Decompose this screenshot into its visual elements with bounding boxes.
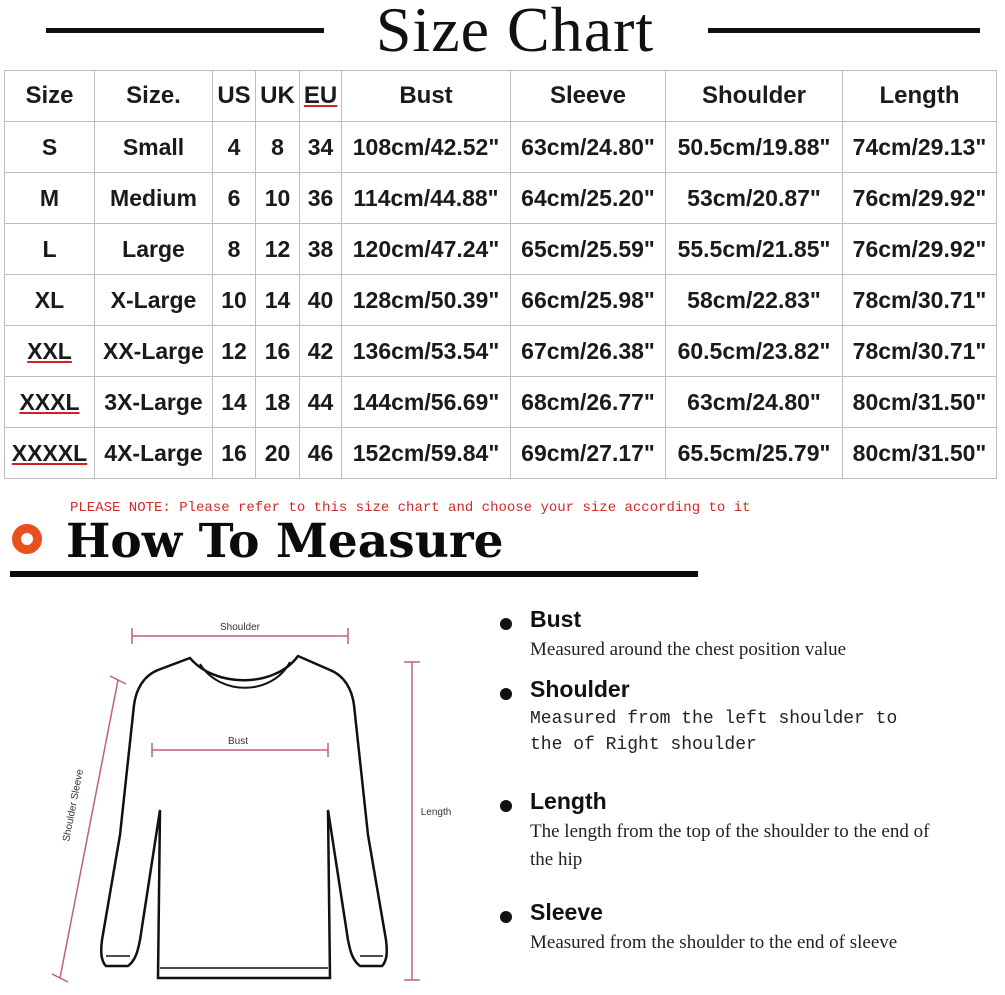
- table-row: [5, 173, 997, 224]
- header-cell: Size: [5, 71, 95, 122]
- table-cell: 67cm/26.38": [511, 326, 666, 377]
- table-cell: 40: [300, 275, 342, 326]
- table-cell: 65cm/25.59": [511, 224, 666, 275]
- table-cell: Medium: [95, 173, 213, 224]
- size-chart-header: [0, 0, 1005, 66]
- table-cell: 10: [256, 173, 300, 224]
- table-cell: 114cm/44.88": [342, 173, 511, 224]
- header-cell: EU: [300, 71, 342, 122]
- table-cell: 34: [300, 122, 342, 173]
- please-note: PLEASE NOTE: Please refer to this size chart and choose your size according to it: [70, 500, 751, 516]
- table-cell: 14: [213, 377, 256, 428]
- size-code-cell: XXXL: [5, 377, 95, 428]
- table-row: [5, 122, 997, 173]
- table-row: [5, 326, 997, 377]
- table-row: [5, 428, 997, 479]
- table-cell: 42: [300, 326, 342, 377]
- table-cell: 76cm/29.92": [843, 224, 997, 275]
- table-cell: 18: [256, 377, 300, 428]
- table-header-row: [5, 71, 997, 122]
- table-row: [5, 275, 997, 326]
- table-cell: 12: [256, 224, 300, 275]
- header-cell: Shoulder: [666, 71, 843, 122]
- diagram-label-bust: Bust: [227, 736, 249, 747]
- size-code-cell: M: [5, 173, 95, 224]
- table-cell: 128cm/50.39": [342, 275, 511, 326]
- table-cell: 3X-Large: [95, 377, 213, 428]
- table-cell: 14: [256, 275, 300, 326]
- size-code-cell: L: [5, 224, 95, 275]
- size-table: [4, 70, 997, 479]
- header-cell: UK: [256, 71, 300, 122]
- table-cell: 78cm/30.71": [843, 326, 997, 377]
- table-cell: 64cm/25.20": [511, 173, 666, 224]
- table-cell: Small: [95, 122, 213, 173]
- table-cell: 20: [256, 428, 300, 479]
- table-cell: 6: [213, 173, 256, 224]
- size-code-cell: XXXXL: [5, 428, 95, 479]
- table-cell: 8: [213, 224, 256, 275]
- header-cell: US: [213, 71, 256, 122]
- table-cell: 63cm/24.80": [511, 122, 666, 173]
- table-row: [5, 224, 997, 275]
- table-cell: 4: [213, 122, 256, 173]
- table-cell: 12: [213, 326, 256, 377]
- table-cell: 36: [300, 173, 342, 224]
- measure-desc: Measured from the shoulder to the end of sleeve: [530, 932, 898, 953]
- table-cell: 152cm/59.84": [342, 428, 511, 479]
- bullet-icon: [500, 618, 512, 630]
- table-row: [5, 377, 997, 428]
- table-cell: 65.5cm/25.79": [666, 428, 843, 479]
- diagram-label-shoulder: Shoulder: [219, 622, 261, 633]
- circle-bullet-icon: [12, 524, 42, 554]
- title-divider-left: [46, 28, 324, 33]
- table-cell: 80cm/31.50": [843, 377, 997, 428]
- measure-name: Bust: [530, 606, 582, 632]
- header-cell: Length: [843, 71, 997, 122]
- table-cell: 10: [213, 275, 256, 326]
- table-cell: 50.5cm/19.88": [666, 122, 843, 173]
- table-cell: 4X-Large: [95, 428, 213, 479]
- diagram-label-length: Length: [420, 807, 452, 818]
- size-code-cell: XL: [5, 275, 95, 326]
- measure-desc: Measured from the left shoulder to the of Right shoulder: [530, 709, 898, 755]
- bullet-icon: [500, 800, 512, 812]
- diagram-label-shoulder-sleeve: Shoulder Sleeve: [61, 768, 86, 843]
- bullet-icon: [500, 911, 512, 923]
- table-cell: 74cm/29.13": [843, 122, 997, 173]
- table-cell: 63cm/24.80": [666, 377, 843, 428]
- measure-name: Length: [530, 788, 607, 814]
- table-cell: 108cm/42.52": [342, 122, 511, 173]
- bullet-icon: [500, 688, 512, 700]
- table-cell: 44: [300, 377, 342, 428]
- sweater-outline: [101, 656, 387, 978]
- table-cell: 120cm/47.24": [342, 224, 511, 275]
- table-cell: 38: [300, 224, 342, 275]
- measure-name: Shoulder: [530, 676, 630, 702]
- size-code-cell: S: [5, 122, 95, 173]
- table-cell: 58cm/22.83": [666, 275, 843, 326]
- table-cell: X-Large: [95, 275, 213, 326]
- title-divider-right: [708, 28, 980, 33]
- table-cell: XX-Large: [95, 326, 213, 377]
- table-cell: 46: [300, 428, 342, 479]
- how-to-measure-underline: [10, 571, 698, 577]
- measure-desc: Measured around the chest position value: [530, 639, 847, 660]
- table-cell: 66cm/25.98": [511, 275, 666, 326]
- table-cell: 80cm/31.50": [843, 428, 997, 479]
- table-cell: 60.5cm/23.82": [666, 326, 843, 377]
- table-cell: 78cm/30.71": [843, 275, 997, 326]
- table-cell: 53cm/20.87": [666, 173, 843, 224]
- measure-name: Sleeve: [530, 899, 603, 925]
- size-chart-title: Size Chart: [375, 0, 655, 65]
- table-cell: 136cm/53.54": [342, 326, 511, 377]
- sweater-diagram: [40, 610, 460, 990]
- header-cell: Sleeve: [511, 71, 666, 122]
- table-cell: 16: [213, 428, 256, 479]
- header-cell: Size.: [95, 71, 213, 122]
- table-cell: 8: [256, 122, 300, 173]
- table-cell: 76cm/29.92": [843, 173, 997, 224]
- table-cell: 68cm/26.77": [511, 377, 666, 428]
- size-code-cell: XXL: [5, 326, 95, 377]
- header-cell: Bust: [342, 71, 511, 122]
- measure-desc: The length from the top of the shoulder to the end of the hip: [530, 821, 930, 870]
- how-to-measure-title: How To Measure: [66, 514, 504, 569]
- table-cell: 16: [256, 326, 300, 377]
- table-cell: 55.5cm/21.85": [666, 224, 843, 275]
- table-cell: 69cm/27.17": [511, 428, 666, 479]
- table-cell: 144cm/56.69": [342, 377, 511, 428]
- table-cell: Large: [95, 224, 213, 275]
